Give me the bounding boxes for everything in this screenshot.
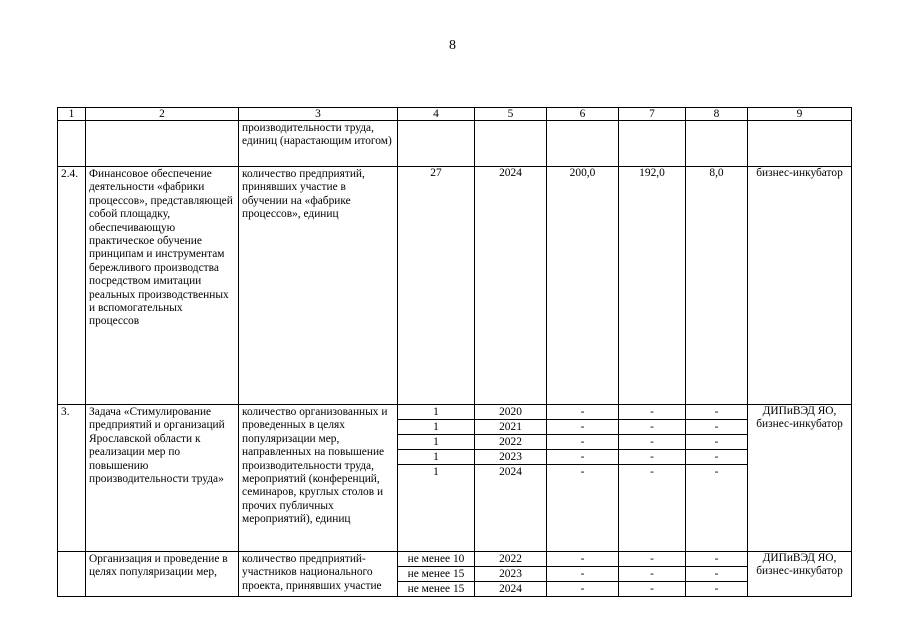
row-number: 2.4. (58, 167, 86, 405)
indicator-value: 1 (398, 419, 474, 434)
amount-total: - (547, 434, 618, 449)
column-header: 2 (86, 108, 239, 121)
column-header: 9 (748, 108, 852, 121)
indicator-value (398, 121, 475, 167)
column-header: 7 (619, 108, 686, 121)
amounts-total (547, 552, 619, 597)
amount-source-1: - (650, 406, 654, 418)
indicator-value: 1 (433, 406, 439, 418)
indicator-values (398, 552, 475, 597)
amount-source-2: - (686, 464, 747, 479)
year: 2023 (475, 449, 546, 464)
amount-source-2: - (714, 406, 719, 418)
executor (748, 121, 852, 167)
year: 2023 (475, 566, 546, 581)
amount-source-1: - (619, 464, 685, 479)
column-header: 1 (58, 108, 86, 121)
amount-total: - (547, 566, 618, 581)
year (475, 121, 547, 167)
page-number: 8 (449, 38, 456, 53)
indicator-text: количество предприятий-участников национального проекта, принявших участие (239, 552, 398, 597)
table-row (58, 167, 852, 405)
indicator-value: не менее 15 (398, 566, 474, 581)
table-row (58, 121, 852, 167)
year: 2022 (475, 434, 546, 449)
measure-name: Финансовое обеспечение деятельности «фабрики процессов», представляющей собой площадку, обеспечивающую практическое обучение принципам и инструментам бережливого производства посредством имитации реальных производственных и вспомогательных процессов (86, 167, 239, 405)
amount-total: - (580, 406, 585, 418)
amount-source-2: - (686, 581, 747, 596)
amounts-source-2 (686, 552, 748, 597)
amounts-source-1 (619, 405, 686, 552)
indicator-value: 1 (398, 449, 474, 464)
amount-total: 200,0 (547, 167, 619, 405)
task-name: Задача «Стимулирование предприятий и организаций Ярославской области к реализации мер по повышению производительности труда» (86, 405, 239, 552)
column-header: 5 (475, 108, 547, 121)
amount-total: - (547, 449, 618, 464)
column-header: 3 (239, 108, 398, 121)
executor: ДИПиВЭД ЯО, бизнес-инкубатор (748, 405, 852, 552)
row-number: 3. (58, 405, 86, 552)
amount-source-2 (686, 121, 748, 167)
amount-source-2: 8,0 (686, 167, 748, 405)
indicator-value: 1 (398, 434, 474, 449)
years (475, 552, 547, 597)
amount-source-2: - (686, 434, 747, 449)
amount-source-1: - (650, 553, 654, 565)
indicator-value: не менее 15 (398, 581, 474, 596)
amount-total: - (580, 553, 585, 565)
indicator-text: количество предприятий, принявших участие в обучении на «фабрике процессов», единиц (239, 167, 398, 405)
amount-total: - (547, 581, 618, 596)
amount-source-1: - (619, 449, 685, 464)
year: 2022 (499, 553, 522, 565)
amounts-total (547, 405, 619, 552)
column-header: 8 (686, 108, 748, 121)
amount-source-2: - (686, 566, 747, 581)
indicator-values (398, 405, 475, 552)
indicator-text: производительности труда, единиц (нарастающим итогом) (239, 121, 398, 167)
measure-name (86, 121, 239, 167)
amount-source-2: - (714, 553, 719, 565)
year: 2024 (475, 167, 547, 405)
row-number (58, 121, 86, 167)
amount-total: - (547, 419, 618, 434)
year: 2024 (475, 464, 546, 479)
row-number (58, 552, 86, 597)
amount-source-1: - (619, 434, 685, 449)
indicator-value: не менее 10 (407, 553, 465, 565)
year: 2020 (499, 406, 522, 418)
column-header: 4 (398, 108, 475, 121)
amount-source-1: 192,0 (619, 167, 686, 405)
amounts-source-1 (619, 552, 686, 597)
amount-source-1: - (619, 581, 685, 596)
year: 2024 (475, 581, 546, 596)
indicator-value: 1 (398, 464, 474, 479)
indicator-text: количество организованных и проведенных в целях популяризации мер, направленных на повышение производительности труда, мероприятий (конференций, семинаров, круглых столов и прочих публичных мероприятий), единиц (239, 405, 398, 552)
indicator-value: 27 (398, 167, 475, 405)
amount-total (547, 121, 619, 167)
executor: ДИПиВЭД ЯО, бизнес-инкубатор (748, 552, 852, 597)
table-row (58, 552, 852, 597)
measures-table (57, 107, 852, 597)
table-header-row (58, 108, 852, 121)
executor: бизнес-инкубатор (748, 167, 852, 405)
amounts-source-2 (686, 405, 748, 552)
amount-source-1: - (619, 419, 685, 434)
column-header: 6 (547, 108, 619, 121)
year: 2021 (475, 419, 546, 434)
years (475, 405, 547, 552)
amount-total: - (547, 464, 618, 479)
table-row (58, 405, 852, 552)
amount-source-2: - (686, 419, 747, 434)
measure-name: Организация и проведение в целях популяризации мер, (86, 552, 239, 597)
amount-source-1 (619, 121, 686, 167)
amount-source-1: - (619, 566, 685, 581)
amount-source-2: - (686, 449, 747, 464)
